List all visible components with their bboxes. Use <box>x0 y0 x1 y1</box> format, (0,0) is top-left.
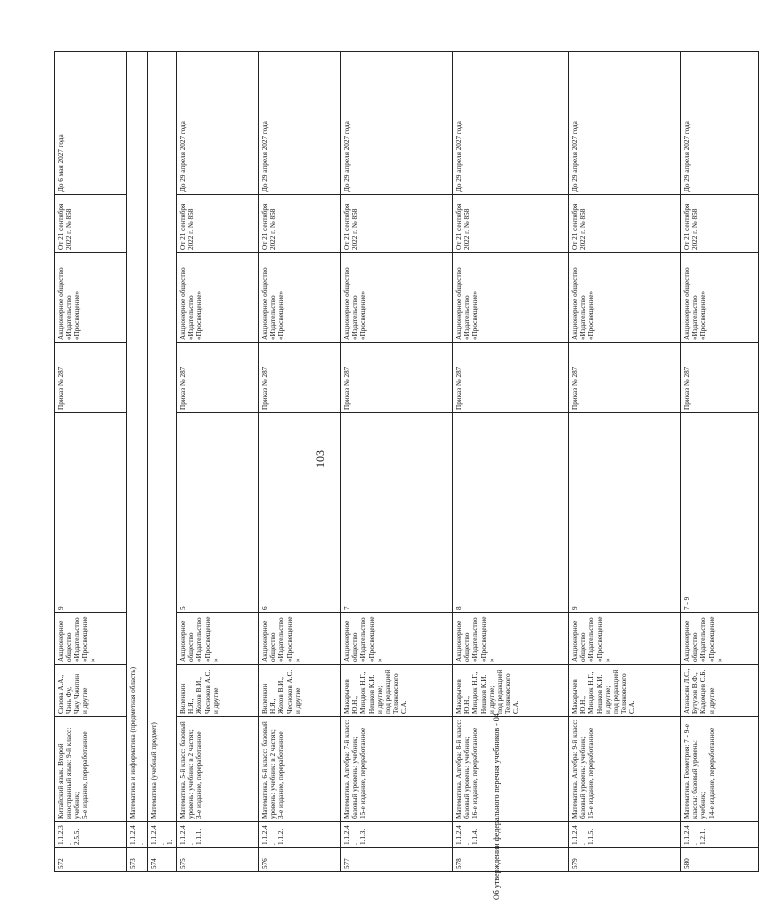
date-cell: От 21 сентября 2022 г. № 858 <box>681 195 759 253</box>
table-row <box>177 52 259 872</box>
textbook-title-cell: Китайский язык. Второй иностранный язык: 9-й класс: учебник; 5-е издание, переработанное <box>55 717 127 822</box>
grade-cell: 6 <box>259 413 341 613</box>
textbook-title-cell: Математика. 6-й класс: базовый уровень: учебник: в 2 частях; 3-е издание, переработанное <box>259 717 341 822</box>
valid-until-cell: До 29 апреля 2027 года <box>259 52 341 195</box>
date-cell: От 21 сентября 2022 г. № 858 <box>569 195 681 253</box>
table-row <box>55 52 127 872</box>
textbook-title-cell: Математика. Алгебра: 7-й класс: базовый уровень: учебник; 15-е издание, переработанное <box>341 717 453 822</box>
row-number-cell: 577 <box>341 848 453 872</box>
textbook-title-cell: Математика. Геометрия: 7 - 9-е классы: базовый уровень: учебник; 14-е издание, переработанное <box>681 717 759 822</box>
row-number-cell: 576 <box>259 848 341 872</box>
authors-cell: Атанасян Л.С., Бутузов В.Ф., Кадомцев С.Б. и другие <box>681 665 759 717</box>
textbook-table <box>54 51 759 872</box>
row-code-cell: 1.1.2.4. 1.2.1. <box>681 822 759 848</box>
grade-cell: 7 - 9 <box>681 413 759 613</box>
row-code-cell: 1.1.2.4. 1. <box>148 822 177 848</box>
organization-cell: Акционерное общество «Издательство «Просвещение» <box>341 253 453 343</box>
row-code-cell: 1.1.2.4. 1.1.3. <box>341 822 453 848</box>
table-row <box>569 52 681 872</box>
textbook-title-cell: Математика. Алгебра: 9-й класс: базовый уровень: учебник; 15-е издание, переработанное <box>569 717 681 822</box>
valid-until-cell: До 29 апреля 2027 года <box>453 52 569 195</box>
authors-cell: Сизова А.А., Чэнь Фу, Чжу Чжипин и другие <box>55 665 127 717</box>
page-number: 103 <box>313 450 327 468</box>
valid-until-cell: До 6 мая 2027 года <box>55 52 127 195</box>
organization-cell: Акционерное общество «Издательство «Просвещение» <box>259 253 341 343</box>
grade-cell: 7 <box>341 413 453 613</box>
authors-cell: Макарычев Ю.Н., Миндюк Н.Г., Нешков К.И. и другие; под редакцией Теляковского С.А. <box>341 665 453 717</box>
table-row <box>148 52 177 872</box>
organization-cell: Акционерное общество «Издательство «Просвещение» <box>453 253 569 343</box>
row-code-cell: 1.1.2.4. 1.1.2. <box>259 822 341 848</box>
authors-cell: Макарычев Ю.Н., Миндюк Н.Г., Нешков К.И. и другие; под редакцией Теляковского С.А. <box>569 665 681 717</box>
order-cell: Приказ № 287 <box>259 343 341 413</box>
table-row <box>681 52 759 872</box>
publisher-cell: Акционерное общество «Издательство «Просвещение» <box>453 613 569 665</box>
valid-until-cell: До 29 апреля 2027 года <box>681 52 759 195</box>
date-cell: От 21 сентября 2022 г. № 858 <box>259 195 341 253</box>
textbook-title-cell: Математика. 5-й класс: базовый уровень: учебник: в 2 частях; 3-е издание, переработанное <box>177 717 259 822</box>
row-number-cell: 575 <box>177 848 259 872</box>
section-heading-cell: Математика и информатика (предметная область) <box>127 52 148 822</box>
table-row <box>341 52 453 872</box>
grade-cell: 9 <box>569 413 681 613</box>
row-number-cell: 572 <box>55 848 127 872</box>
rotated-table-canvas <box>54 52 724 872</box>
textbook-title-cell: Математика. Алгебра: 8-й класс: базовый уровень: учебник; 16-е издание, переработанное <box>453 717 569 822</box>
organization-cell: Акционерное общество «Издательство «Просвещение» <box>55 253 127 343</box>
valid-until-cell: До 29 апреля 2027 года <box>569 52 681 195</box>
publisher-cell: Акционерное общество «Издательство «Просвещение» <box>259 613 341 665</box>
grade-cell: 5 <box>177 413 259 613</box>
row-code-cell: 1.1.2.4. <box>127 822 148 848</box>
authors-cell: Макарычев Ю.Н., Миндюк Н.Г., Нешков К.И. и другие; под редакцией Теляковского С.А. <box>453 665 569 717</box>
publisher-cell: Акционерное общество «Издательство «Просвещение» <box>569 613 681 665</box>
valid-until-cell: До 29 апреля 2027 года <box>341 52 453 195</box>
row-number-cell: 578 <box>453 848 569 872</box>
date-cell: От 21 сентября 2022 г. № 858 <box>341 195 453 253</box>
order-cell: Приказ № 287 <box>341 343 453 413</box>
table-row <box>453 52 569 872</box>
row-number-cell: 579 <box>569 848 681 872</box>
publisher-cell: Акционерное общество «Издательство «Просвещение» <box>177 613 259 665</box>
publisher-cell: Акционерное общество «Издательство «Просвещение» <box>55 613 127 665</box>
valid-until-cell: До 29 апреля 2027 года <box>177 52 259 195</box>
order-cell: Приказ № 287 <box>55 343 127 413</box>
row-code-cell: 1.1.2.4. 1.1.4. <box>453 822 569 848</box>
order-cell: Приказ № 287 <box>177 343 259 413</box>
row-code-cell: 1.1.2.4. 1.1.1. <box>177 822 259 848</box>
order-cell: Приказ № 287 <box>681 343 759 413</box>
footer-note: Об утверждении федерального перечня учебников - 04 <box>492 713 501 900</box>
row-code-cell: 1.1.2.4. 1.1.5. <box>569 822 681 848</box>
grade-cell: 9 <box>55 413 127 613</box>
table-row <box>259 52 341 872</box>
authors-cell: Виленкин Н.Я., Жохов В.И., Чесноков А.С. и другие <box>259 665 341 717</box>
row-code-cell: 1.1.2.3. 2.5.5. <box>55 822 127 848</box>
table-body <box>55 52 759 872</box>
row-number-cell: 573 <box>127 848 148 872</box>
organization-cell: Акционерное общество «Издательство «Просвещение» <box>569 253 681 343</box>
organization-cell: Акционерное общество «Издательство «Просвещение» <box>681 253 759 343</box>
section-heading-cell: Математика (учебный предмет) <box>148 52 177 822</box>
row-number-cell: 580 <box>681 848 759 872</box>
order-cell: Приказ № 287 <box>453 343 569 413</box>
organization-cell: Акционерное общество «Издательство «Просвещение» <box>177 253 259 343</box>
date-cell: От 21 сентября 2022 г. № 858 <box>177 195 259 253</box>
authors-cell: Виленкин Н.Я., Жохов В.И., Чесноков А.С. и другие <box>177 665 259 717</box>
publisher-cell: Акционерное общество «Издательство «Просвещение» <box>341 613 453 665</box>
table-row <box>127 52 148 872</box>
date-cell: От 21 сентября 2022 г. № 858 <box>453 195 569 253</box>
publisher-cell: Акционерное общество «Издательство «Просвещение» <box>681 613 759 665</box>
row-number-cell: 574 <box>148 848 177 872</box>
order-cell: Приказ № 287 <box>569 343 681 413</box>
grade-cell: 8 <box>453 413 569 613</box>
date-cell: От 21 сентября 2022 г. № 858 <box>55 195 127 253</box>
